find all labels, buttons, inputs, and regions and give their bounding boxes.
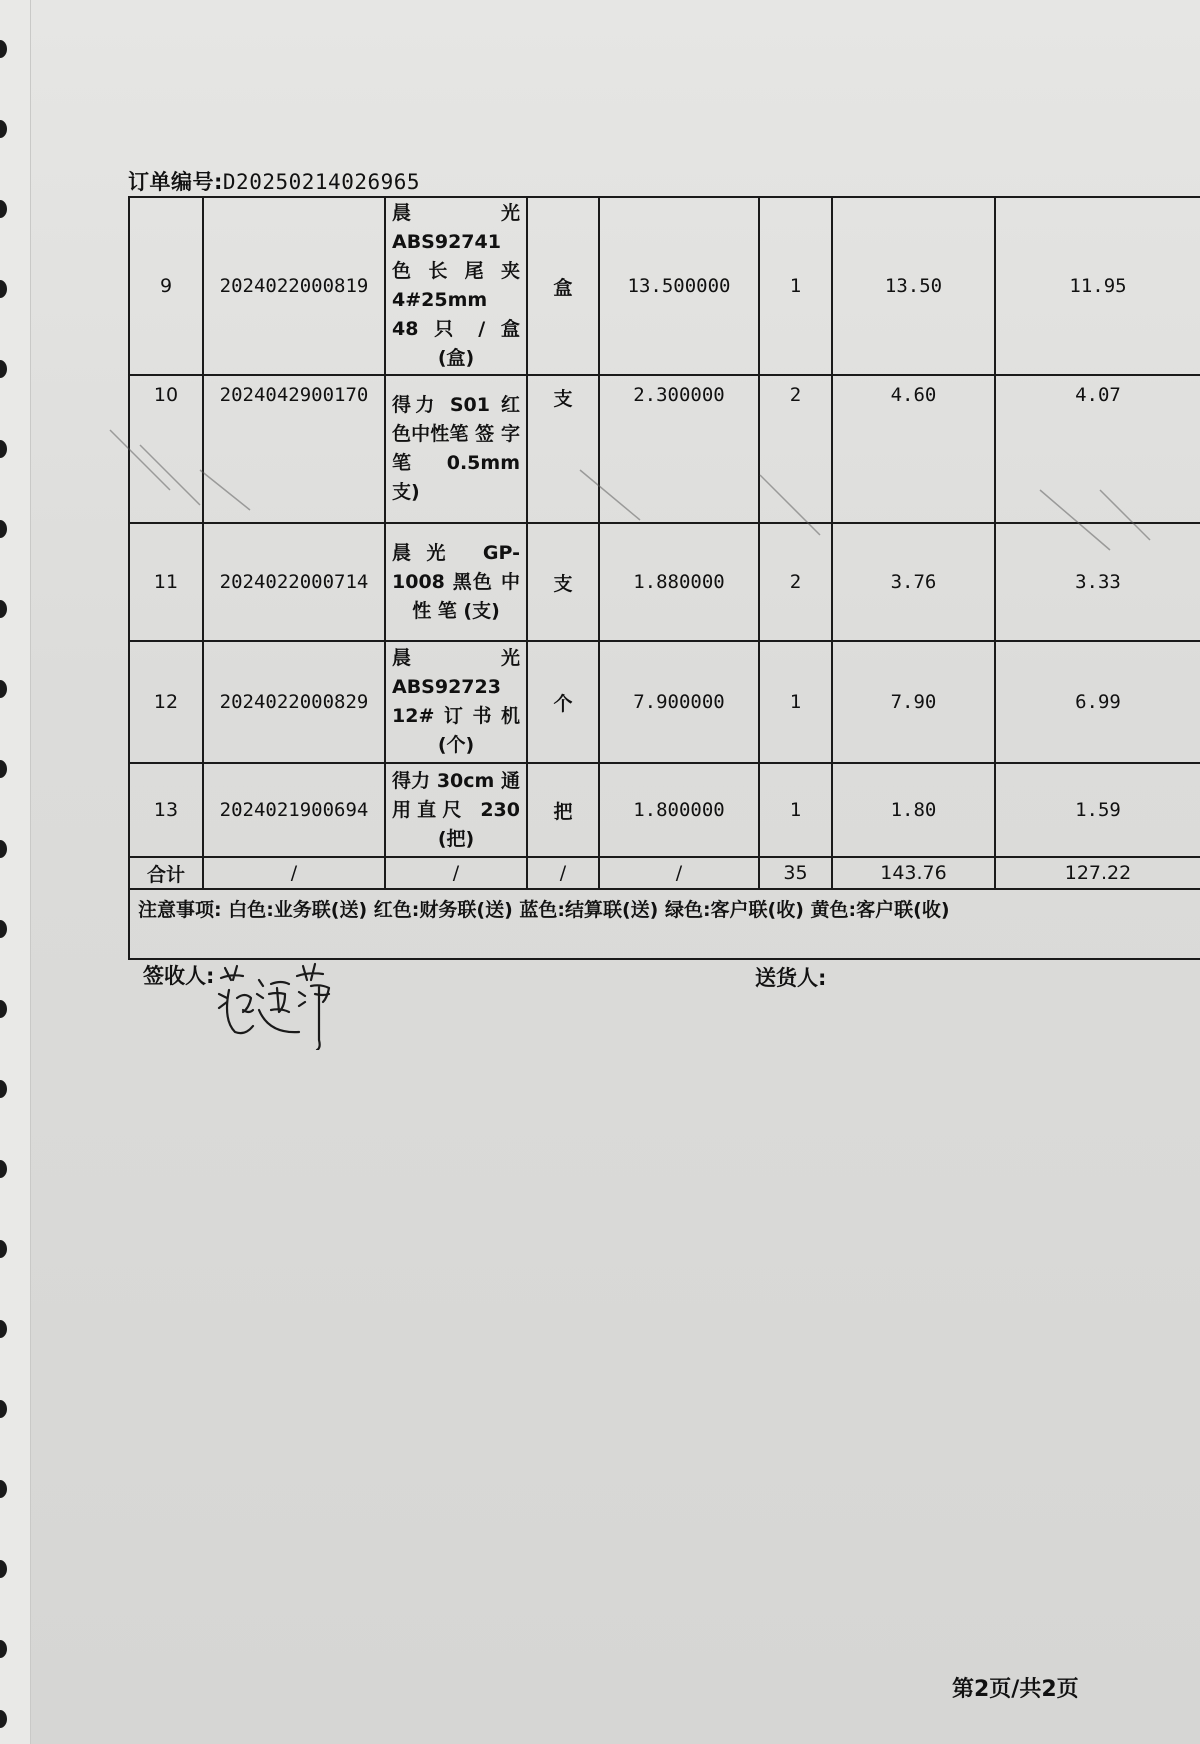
total-qty: 35	[759, 857, 832, 889]
punch-hole	[0, 1000, 7, 1018]
total-slash: /	[599, 857, 759, 889]
item-qty: 2	[759, 523, 832, 641]
order-number-label: 订单编号:	[128, 170, 223, 194]
item-price: 13.500000	[599, 197, 759, 375]
item-price: 1.800000	[599, 763, 759, 857]
table-row	[129, 763, 1200, 857]
item-unit: 支	[527, 523, 599, 641]
item-amount: 4.60	[832, 375, 995, 523]
item-qty: 2	[759, 375, 832, 523]
item-code: 2024022000714	[203, 523, 385, 641]
item-amount-net: 6.99	[995, 641, 1200, 763]
row-index: 10	[129, 375, 203, 523]
item-unit: 把	[527, 763, 599, 857]
item-name: 得力 S01 红色中性笔 签 字 笔 0.5mm 支)	[385, 375, 527, 523]
table-row	[129, 197, 1200, 375]
item-amount-net: 11.95	[995, 197, 1200, 375]
item-price: 2.300000	[599, 375, 759, 523]
row-index: 12	[129, 641, 203, 763]
punch-hole	[0, 200, 7, 218]
total-label: 合计	[129, 857, 203, 889]
punch-hole	[0, 1320, 7, 1338]
total-row	[129, 857, 1200, 889]
punch-hole	[0, 680, 7, 698]
item-amount: 3.76	[832, 523, 995, 641]
punch-hole	[0, 840, 7, 858]
item-unit: 盒	[527, 197, 599, 375]
items-table-body	[129, 197, 1200, 959]
punch-hole	[0, 520, 7, 538]
order-number-value: D20250214026965	[222, 170, 421, 194]
punch-hole	[0, 40, 7, 58]
deliverer-label: 送货人:	[755, 966, 827, 990]
total-amount-net: 127.22	[995, 857, 1200, 889]
item-unit: 支	[527, 375, 599, 523]
item-amount: 13.50	[832, 197, 995, 375]
table-row	[129, 375, 1200, 523]
punch-hole	[0, 280, 7, 298]
item-amount-net: 3.33	[995, 523, 1200, 641]
item-name: 晨 光 ABS92723 12#订书机 (个)	[385, 641, 527, 763]
row-index: 9	[129, 197, 203, 375]
item-name: 晨 光 ABS92741 色长尾夹 4#25mm 48 只 / 盒 (盒)	[385, 197, 527, 375]
item-price: 7.900000	[599, 641, 759, 763]
punch-hole	[0, 1240, 7, 1258]
signer-label: 签收人:	[143, 964, 215, 988]
punch-hole	[0, 600, 7, 618]
handwritten-signature	[215, 950, 345, 1050]
perforated-margin	[0, 0, 31, 1744]
item-name: 得力 30cm 通用直尺 230 (把)	[385, 763, 527, 857]
item-amount: 7.90	[832, 641, 995, 763]
item-code: 2024042900170	[203, 375, 385, 523]
item-qty: 1	[759, 763, 832, 857]
punch-hole	[0, 920, 7, 938]
punch-hole	[0, 1400, 7, 1418]
row-index: 13	[129, 763, 203, 857]
punch-hole	[0, 1640, 7, 1658]
punch-hole	[0, 760, 7, 778]
order-number-line	[128, 166, 420, 196]
total-slash: /	[203, 857, 385, 889]
item-amount-net: 1.59	[995, 763, 1200, 857]
total-amount: 143.76	[832, 857, 995, 889]
notes-row	[129, 889, 1200, 959]
punch-hole	[0, 1160, 7, 1178]
item-amount-net: 4.07	[995, 375, 1200, 523]
row-index: 11	[129, 523, 203, 641]
punch-hole	[0, 360, 7, 378]
punch-hole	[0, 1560, 7, 1578]
punch-hole	[0, 440, 7, 458]
item-code: 2024022000819	[203, 197, 385, 375]
total-slash: /	[527, 857, 599, 889]
punch-hole	[0, 1480, 7, 1498]
punch-hole	[0, 1710, 7, 1728]
item-code: 2024021900694	[203, 763, 385, 857]
page-number: 第2页/共2页	[952, 1677, 1079, 1702]
table-row	[129, 641, 1200, 763]
item-amount: 1.80	[832, 763, 995, 857]
items-table	[128, 196, 1200, 960]
item-price: 1.880000	[599, 523, 759, 641]
item-qty: 1	[759, 641, 832, 763]
item-code: 2024022000829	[203, 641, 385, 763]
item-name: 晨光 GP-1008 黑色 中 性 笔 (支)	[385, 523, 527, 641]
punch-hole	[0, 1080, 7, 1098]
item-qty: 1	[759, 197, 832, 375]
item-unit: 个	[527, 641, 599, 763]
notes-text: 注意事项: 白色:业务联(送) 红色:财务联(送) 蓝色:结算联(送) 绿色:客户联(收) 黄色:客户联(收)	[129, 889, 1200, 959]
punch-hole	[0, 120, 7, 138]
table-row	[129, 523, 1200, 641]
total-slash: /	[385, 857, 527, 889]
